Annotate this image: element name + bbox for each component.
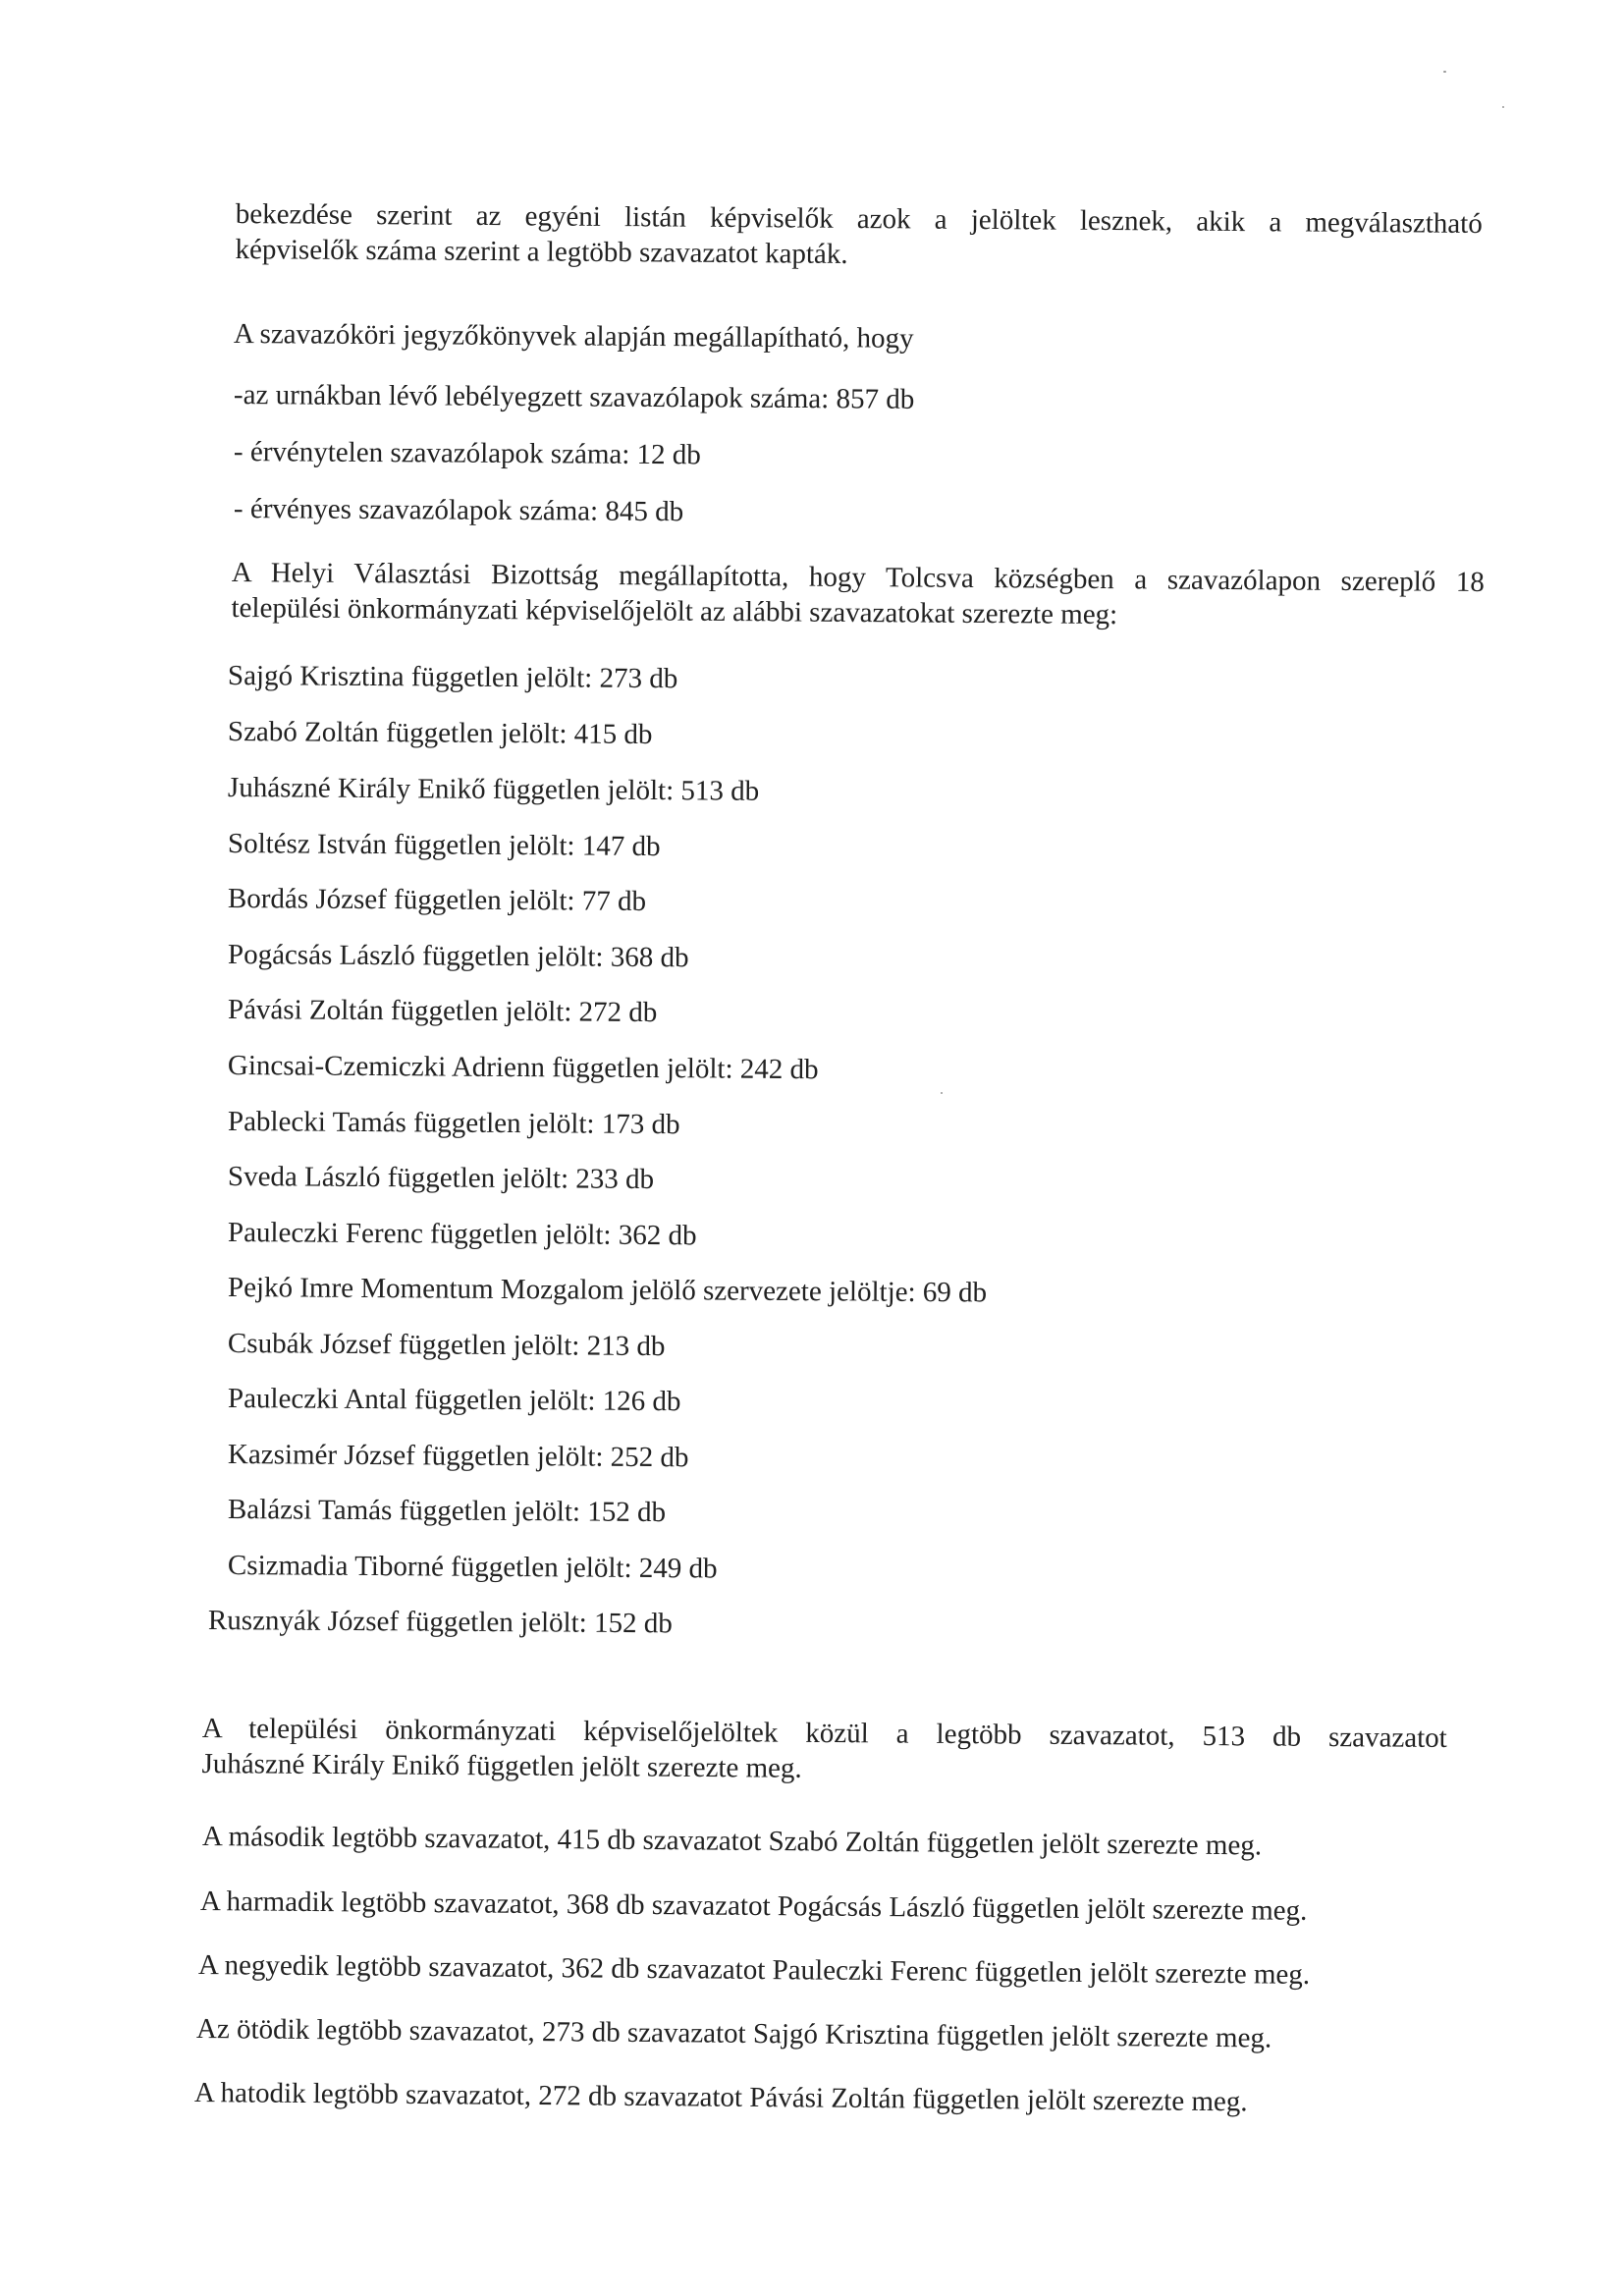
intro-paragraph [235, 196, 1483, 277]
candidate-row: Kazsimér József független jelölt: 252 db [227, 1439, 689, 1474]
result-row: A harmadik legtöbb szavazatot, 368 db szavazatot Pogácsás László független jelölt szerezte meg. [199, 1886, 1308, 1927]
candidate-row: Soltész István független jelölt: 147 db [227, 828, 661, 863]
candidate-row: Szabó Zoltán független jelölt: 415 db [227, 716, 653, 751]
intro-line-1: bekezdése szerint az egyéni listán képviselők azok a jelöltek lesznek, akik a megválasztható [235, 197, 1483, 240]
count-ballots-invalid: - érvénytelen szavazólapok száma: 12 db [233, 436, 701, 471]
intro-line-2: képviselők száma szerint a legtöbb szavazatot kapták. [235, 233, 848, 270]
candidate-row: Gincsai-Czemiczki Adrienn független jelölt: 242 db [227, 1050, 819, 1086]
candidate-row: Pogácsás László független jelölt: 368 db [227, 939, 689, 974]
candidate-row: Bordás József független jelölt: 77 db [227, 883, 647, 917]
results-first-line-2: Juhászné Király Enikő független jelölt szerezte meg. [201, 1747, 802, 1784]
candidate-row: Rusznyák József független jelölt: 152 db [207, 1605, 673, 1640]
candidate-row: Balázsi Tamás független jelölt: 152 db [227, 1494, 667, 1529]
candidate-row: Sveda László független jelölt: 233 db [227, 1161, 655, 1196]
results-first-paragraph [201, 1711, 1447, 1791]
candidate-row: Pablecki Tamás független jelölt: 173 db [227, 1106, 680, 1141]
candidate-row: Csizmadia Tiborné független jelölt: 249 db [227, 1550, 718, 1585]
committee-line-1: A Helyi Választási Bizottság megállapította, hogy Tolcsva községben a szavazólapon szereplő 18 [231, 556, 1485, 599]
candidate-row: Pauleczki Antal független jelölt: 126 db [227, 1383, 681, 1418]
count-ballots-valid: - érvényes szavazólapok száma: 845 db [233, 493, 684, 528]
scan-speck [1443, 71, 1446, 73]
protocol-intro: A szavazóköri jegyzőkönyvek alapján megállapítható, hogy [233, 318, 914, 355]
result-row: A hatodik legtöbb szavazatot, 272 db szavazatot Pávási Zoltán független jelölt szerezte meg. [193, 2077, 1248, 2118]
candidate-row: Csubák József független jelölt: 213 db [227, 1328, 666, 1363]
result-row: Az ötödik legtöbb szavazatot, 273 db szavazatot Sajgó Krisztina független jelölt szerezte meg. [195, 2013, 1272, 2054]
candidate-row: Juhászné Király Enikő független jelölt: 513 db [227, 772, 760, 807]
candidate-row: Pejkó Imre Momentum Mozgalom jelölő szervezete jelöltje: 69 db [227, 1272, 988, 1309]
scan-speck [941, 1092, 943, 1094]
scan-speck [1502, 106, 1504, 108]
candidate-row: Sajgó Krisztina független jelölt: 273 db [227, 660, 678, 695]
results-first-line-1: A települési önkormányzati képviselőjelöltek közül a legtöbb szavazatot, 513 db szavazatot [201, 1712, 1447, 1754]
result-row: A negyedik legtöbb szavazatot, 362 db szavazatot Pauleczki Ferenc független jelölt szerezte meg. [197, 1949, 1311, 1991]
count-ballots-total: -az urnákban lévő lebélyegzett szavazólapok száma: 857 db [233, 379, 915, 415]
candidate-row: Pauleczki Ferenc független jelölt: 362 db [227, 1217, 697, 1252]
committee-paragraph [231, 555, 1485, 635]
result-row: A második legtöbb szavazatot, 415 db szavazatot Szabó Zoltán független jelölt szerezte meg. [201, 1821, 1263, 1862]
committee-line-2: települési önkormányzati képviselőjelölt az alábbi szavazatokat szerezte meg: [231, 591, 1118, 631]
candidate-row: Pávási Zoltán független jelölt: 272 db [227, 994, 658, 1029]
